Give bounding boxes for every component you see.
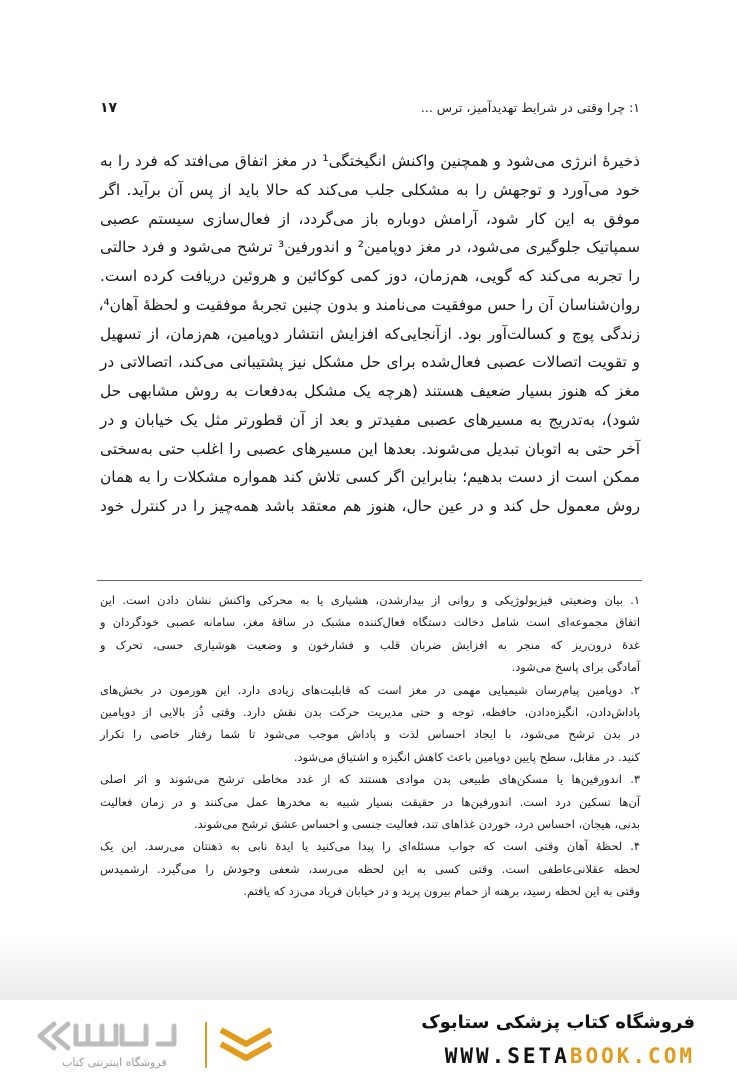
page-bottom-shadow: [0, 930, 737, 1000]
footnote-line: غدهٔ درون‌ریز که منجر به افزایش ضربان قلب و فشارخون و وضعیت هوشیاری حسی، تحرک و: [100, 637, 640, 652]
logo-mark-icon: [26, 1018, 226, 1058]
url-part-2: BOOK.COM: [569, 1044, 695, 1068]
body-line: روان‌شناسان آن را حس موفقیت می‌نامند و بدون چنین تجربهٔ موفقیت و لحظهٔ آهان⁴،: [98, 295, 640, 314]
body-line: موفق به این کار شود، آرامش دوباره باز می‌گردد، از فعال‌سازی سیستم عصبی: [100, 209, 640, 228]
logo-subtitle: فروشگاه اینترنتی کتاب: [62, 1056, 167, 1069]
body-line: و تقویت اتصالات عصبی فعال‌شده برای حل مشکل نیز پشتیبانی می‌کند، اتصالاتی در: [100, 353, 640, 372]
body-line: زندگی پوچ و کسالت‌آور بود. ازآنجایی‌که افزایش انتشار دوپامین، هم‌زمان، از تسهیل: [100, 324, 640, 343]
footnote-line: کنید. در مقابل، سطح پایین دوپامین باعث کاهش انگیزه و اشتیاق می‌شود.: [293, 749, 640, 764]
footnote-line: اتفاق مجموعه‌ای است شامل دخالت دستگاه فعال‌کننده مشبک در ساقهٔ مغز، سامانه عصبی خودگردان و: [100, 615, 640, 630]
body-line: ذخیرهٔ انرژی می‌شود و همچنین واکنش انگیختگی¹ در مغز اتفاق می‌افتد که فرد را به: [100, 152, 640, 170]
page-number: ۱۷: [100, 100, 118, 116]
body-text: [100, 147, 640, 521]
footnote-line: ۲. دوپامین پیام‌رسان شیمیایی مهمی در مغز است که قابلیت‌های زیادی دارد. این هورمون در بخش‌های: [100, 682, 640, 697]
footnote-1: [100, 589, 640, 679]
footnote-line: پاداش‌دادن، انگیزه‌دادن، حافظه، توجه و حتی مدیریت حرکت بدن نقش دارد. وقتی ذُز بالایی از دوپامین: [100, 704, 640, 719]
footnote-line: لحظه عقلانی‌عاطفی است. وقتی کسی به این لحظه می‌رسد، شعفی وجودش را می‌گیرد. ارشمیدس: [100, 861, 640, 876]
store-url[interactable]: [445, 1044, 695, 1068]
body-line: آخر حتی به اتوبان تبدیل می‌شوند. بعدها این مسیرهای عصبی را اغلب حتی به‌سختی: [100, 439, 640, 458]
body-line: مغز که هنوز بسیار ضعیف هستند (هرچه یک مشکل به‌دفعات به روش مشابهی حل: [100, 382, 640, 400]
footnote-line: ۳. اندورفین‌ها یا مسکن‌های طبیعی بدن موادی هستند که از غدد مخاطی ترشح می‌شوند و اثر اصلی: [100, 772, 640, 787]
url-part-1: WWW.SETA: [444, 1044, 570, 1068]
book-chevron-icon: [216, 1022, 276, 1072]
logo-separator: [205, 1022, 207, 1068]
body-line: ممکن است از دست بدهیم؛ بنابراین اگر کسی تلاش کند همواره مشکلات را به همان: [100, 468, 640, 487]
store-name: فروشگاه کتاب پزشکی ستابوک: [421, 1012, 695, 1033]
body-line: را تجربه می‌کند که گویی، هم‌زمان، دوز کمی کوکائین و هروئین دریافت کرده است.: [100, 267, 640, 285]
footnote-line: آن‌ها تسکین درد است. اندورفین‌ها در حقیقت بسیار شبیه به مخدرها عمل می‌کنند و در زمان فعالیت: [100, 794, 640, 809]
footnotes: [100, 589, 640, 902]
body-line: روش معمول حل کند و در عین حال، هنوز هم معتقد باشد همه‌چیز را در کنترل خود: [100, 497, 640, 515]
footnote-line: ۴. لحظهٔ آهان وقتی است که جواب مسئله‌ای را پیدا می‌کنید یا ایدهٔ نابی به ذهنتان می‌رسد. این یک: [100, 839, 640, 854]
body-line: خود می‌آورد و توجهش را به مشکلی جلب می‌کند که حالا باید از پس آن برآید. اگر: [100, 180, 640, 199]
footnote-line: در بدن ترشح می‌شود، با ایجاد احساس لذت و پاداش موجب می‌شود تا شما رفتار خاصی را تکرار: [100, 727, 640, 742]
footnote-divider: [97, 580, 642, 581]
footnote-2: [100, 679, 640, 769]
footnote-4: [100, 835, 640, 902]
store-logo[interactable]: [26, 1018, 286, 1078]
running-header: [100, 97, 640, 119]
footnote-3: [100, 768, 640, 835]
footnote-line: ۱. بیان وضعیتی فیزیولوژیکی و روانی از بیدارشدن، هشیاری یا به محرکی واکنش نشان دادن است. این: [100, 593, 640, 607]
footnote-line: وقتی به این لحظه رسید، برهنه از حمام بیرون پرید و در خیابان فریاد می‌زد که یافتم.: [243, 884, 640, 899]
footnote-line: بدنی، هیجان، احساس درد، خوردن غذاهای تند، فعالیت جنسی و احساس عشق ترشح می‌شوند.: [193, 816, 640, 831]
body-line: شود)، به‌تدریج به مسیرهای عصبی مفیدتر و بعد از آن قطورتر مثل یک خیابان و در: [100, 410, 640, 429]
footnote-line: آمادگی برای پاسخ می‌شود.: [511, 660, 640, 675]
chapter-title: ۱: چرا وقتی در شرایط تهدیدآمیز، ترس ...: [420, 100, 640, 115]
store-banner: [0, 1000, 737, 1080]
body-line: سمپاتیک جلوگیری می‌شود، در مغز دوپامین² و اندورفین³ ترشح می‌شود و فرد حالتی: [100, 238, 640, 257]
